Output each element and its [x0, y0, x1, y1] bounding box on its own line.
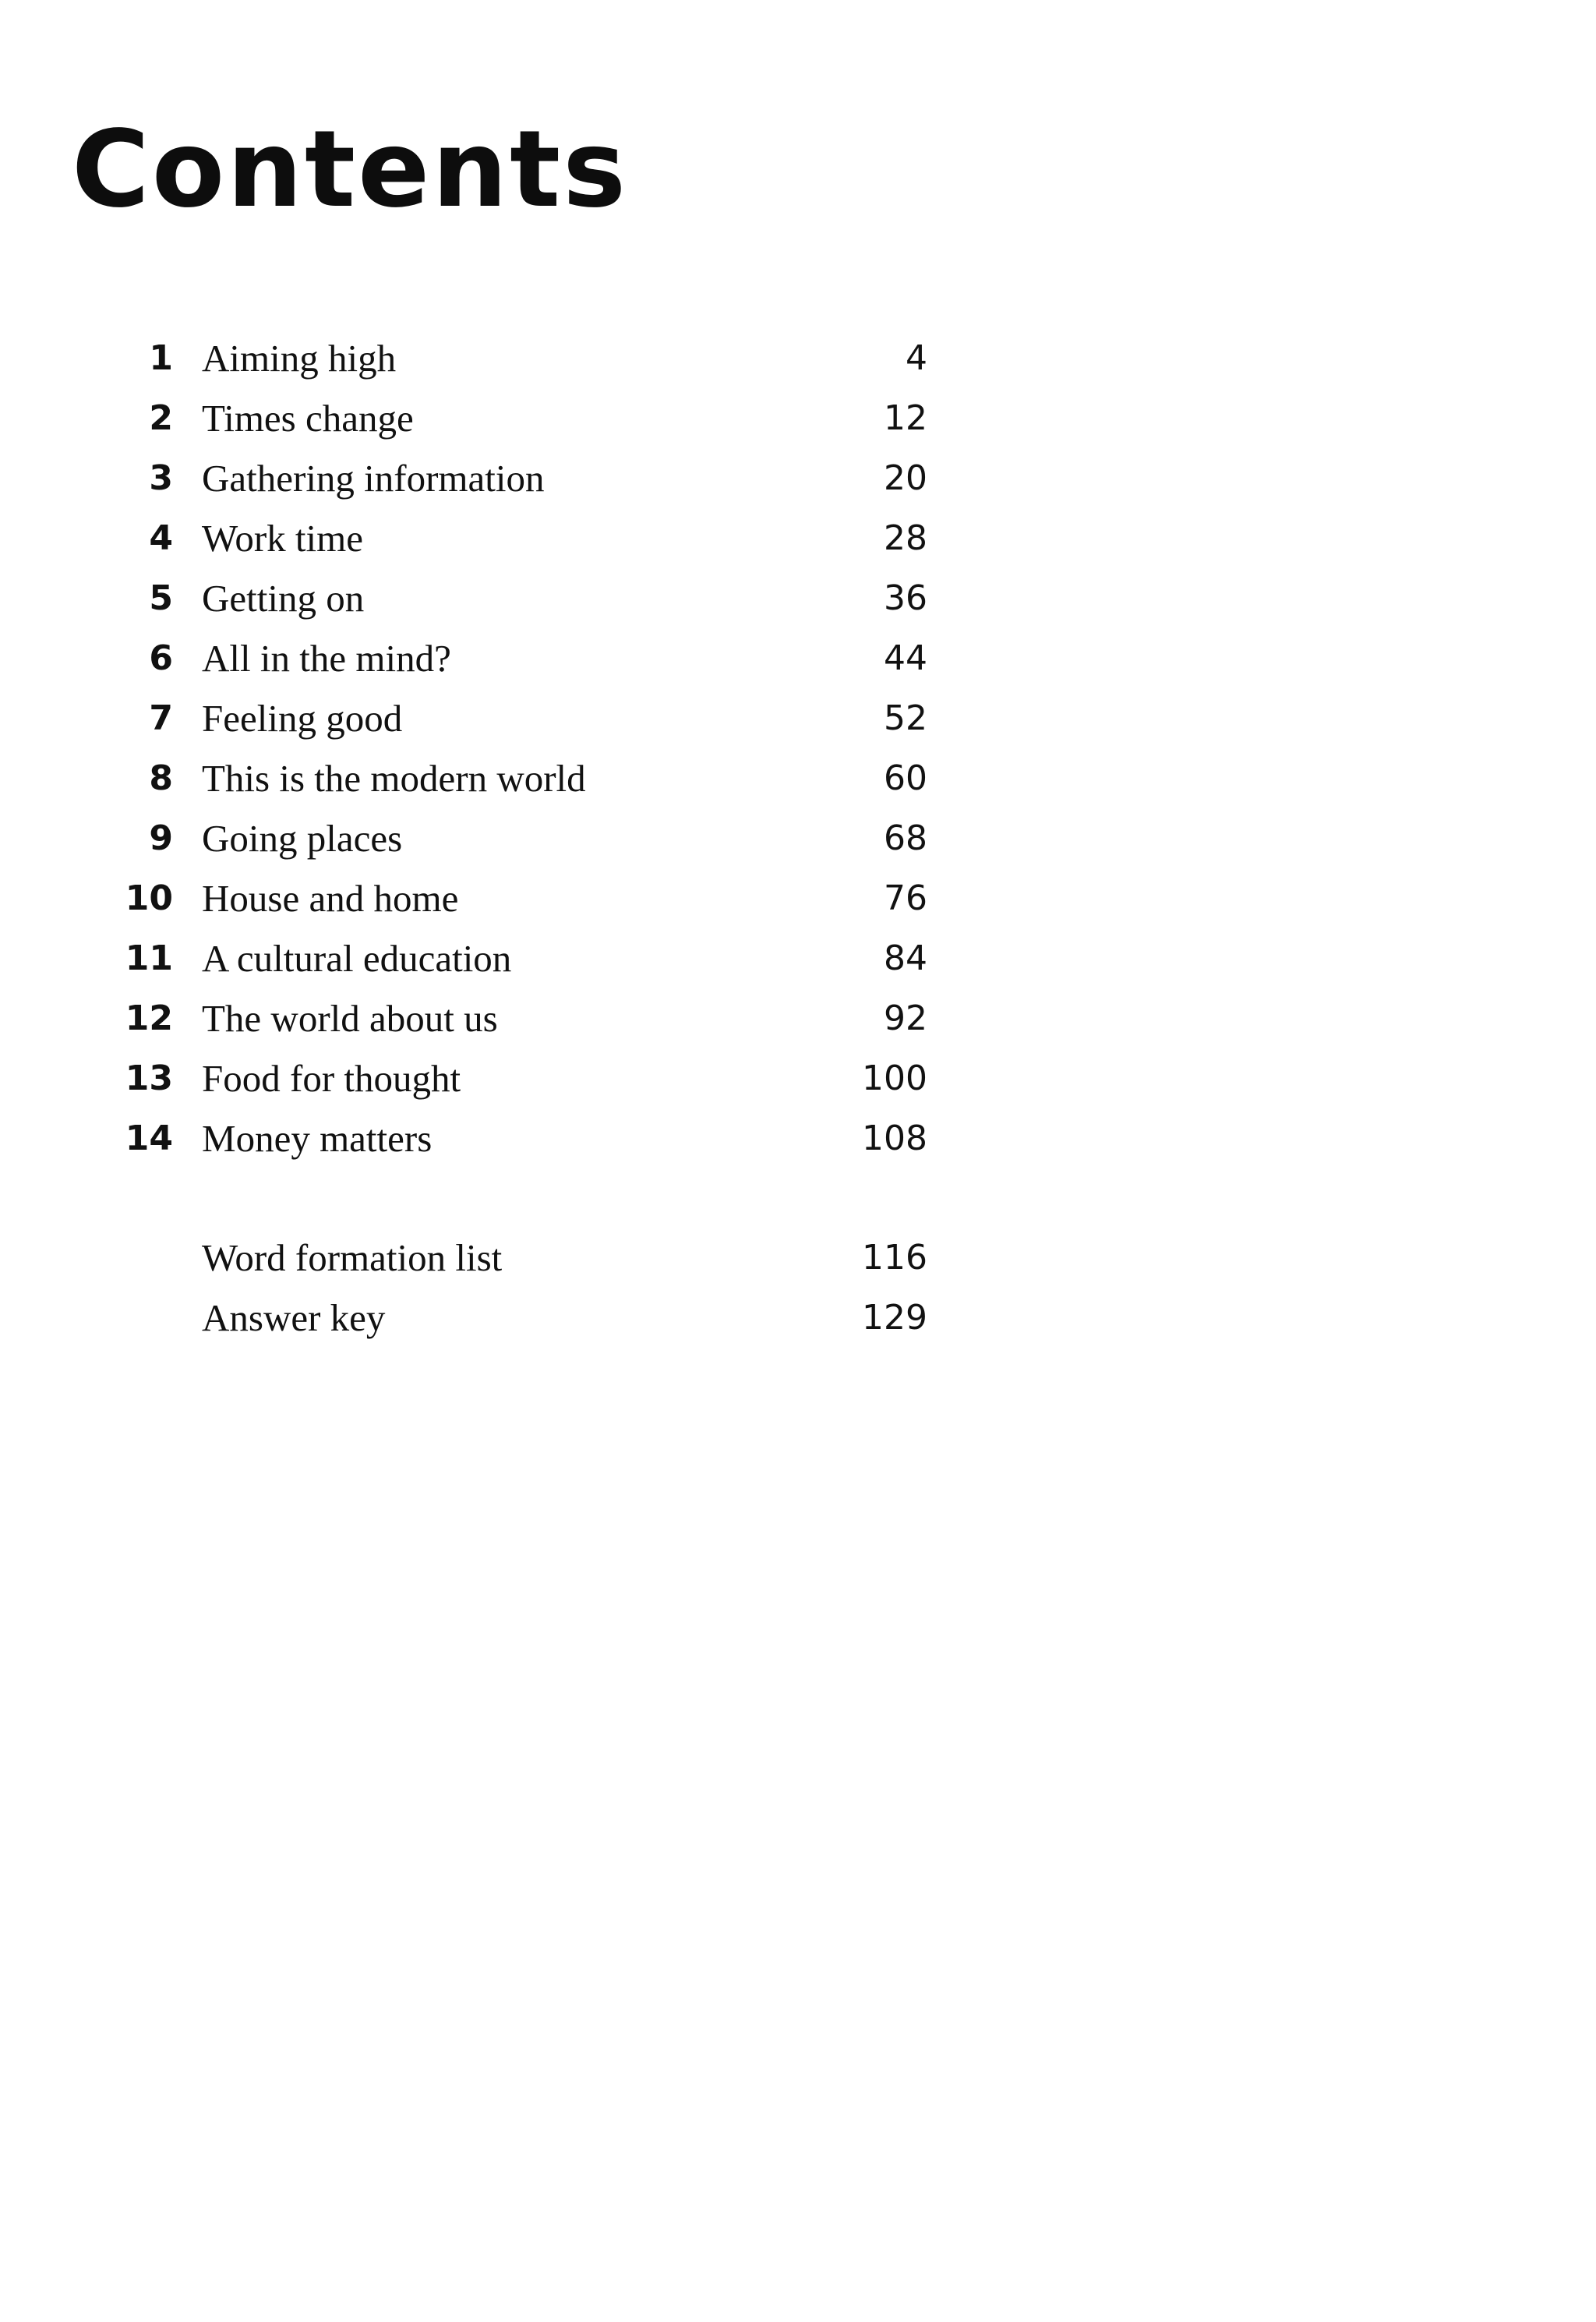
table-of-contents	[0, 334, 1596, 1174]
page-number: 20	[884, 458, 927, 498]
toc-entry-8	[0, 754, 1596, 814]
toc-entry-6	[0, 634, 1596, 694]
toc-entry-11	[0, 934, 1596, 994]
toc-entry-1	[0, 334, 1596, 394]
page-number: 92	[884, 998, 927, 1038]
page-title: Contents	[72, 108, 629, 231]
unit-title: Times change	[202, 397, 414, 440]
unit-number: 13	[125, 1059, 173, 1098]
toc-appendix	[0, 1233, 1596, 1353]
toc-entry-word-formation-list	[0, 1233, 1596, 1293]
page-number: 108	[862, 1119, 927, 1158]
unit-number: 9	[149, 818, 173, 858]
section-title: Word formation list	[202, 1236, 503, 1279]
toc-entry-7	[0, 694, 1596, 754]
unit-number: 5	[149, 578, 173, 618]
page-number: 36	[884, 578, 927, 618]
page-number: 52	[884, 698, 927, 738]
unit-number: 10	[125, 878, 173, 918]
unit-title: All in the mind?	[202, 637, 451, 680]
unit-number: 7	[149, 698, 173, 738]
page-number: 68	[884, 818, 927, 858]
unit-number: 3	[149, 458, 173, 498]
page-number: 60	[884, 758, 927, 798]
unit-number: 8	[149, 758, 173, 798]
toc-entry-2	[0, 394, 1596, 454]
unit-title: The world about us	[202, 997, 498, 1040]
unit-title: House and home	[202, 877, 459, 920]
unit-title: Aiming high	[202, 337, 397, 380]
unit-number: 6	[149, 638, 173, 678]
unit-number: 14	[125, 1119, 173, 1158]
unit-title: Gathering information	[202, 457, 545, 500]
unit-number: 12	[125, 998, 173, 1038]
page-number: 28	[884, 518, 927, 558]
toc-entry-5	[0, 574, 1596, 634]
page-number: 4	[906, 338, 927, 378]
page-number: 129	[862, 1298, 927, 1338]
toc-entry-9	[0, 814, 1596, 874]
page-number: 100	[862, 1059, 927, 1098]
toc-entry-4	[0, 514, 1596, 574]
toc-entry-14	[0, 1114, 1596, 1174]
toc-entry-12	[0, 994, 1596, 1054]
toc-entry-13	[0, 1054, 1596, 1114]
unit-title: Going places	[202, 817, 403, 860]
page-number: 76	[884, 878, 927, 918]
page-number: 84	[884, 938, 927, 978]
unit-title: Money matters	[202, 1117, 433, 1160]
page-number: 12	[884, 398, 927, 438]
unit-title: Feeling good	[202, 697, 403, 740]
unit-number: 2	[149, 398, 173, 438]
unit-title: Food for thought	[202, 1057, 461, 1100]
unit-title: A cultural education	[202, 937, 512, 980]
page-number: 44	[884, 638, 927, 678]
unit-number: 4	[149, 518, 173, 558]
unit-number: 1	[149, 338, 173, 378]
toc-entry-3	[0, 454, 1596, 514]
page-number: 116	[862, 1238, 927, 1278]
toc-entry-answer-key	[0, 1293, 1596, 1353]
section-title: Answer key	[202, 1296, 386, 1339]
unit-title: Getting on	[202, 577, 365, 620]
toc-entry-10	[0, 874, 1596, 934]
unit-title: This is the modern world	[202, 757, 586, 800]
unit-title: Work time	[202, 517, 363, 560]
unit-number: 11	[125, 938, 173, 978]
